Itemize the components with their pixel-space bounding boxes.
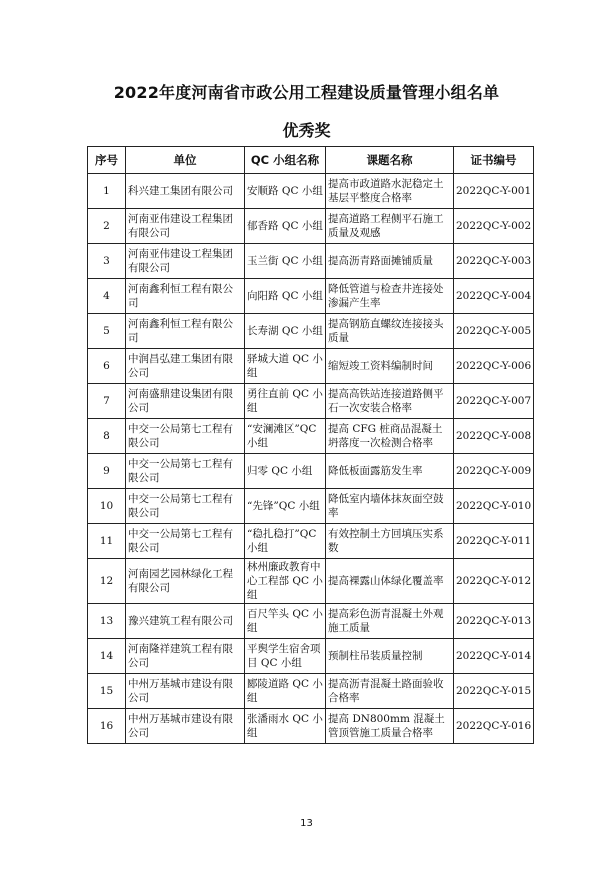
header-qc-group: QC 小组名称 xyxy=(245,147,326,174)
row-index: 11 xyxy=(88,524,126,559)
row-index: 3 xyxy=(88,244,126,279)
header-row xyxy=(88,147,534,174)
qc-group-cell: 郁香路 QC 小组 xyxy=(245,209,326,244)
row-index: 15 xyxy=(88,674,126,709)
table-row xyxy=(88,314,534,349)
table-row xyxy=(88,279,534,314)
certificate-cell: 2022QC-Y-015 xyxy=(454,674,534,709)
table-row xyxy=(88,674,534,709)
topic-cell: 提高 DN800mm 混凝土管顶管施工质量合格率 xyxy=(326,709,454,744)
certificate-cell: 2022QC-Y-010 xyxy=(454,489,534,524)
qc-group-cell: 平舆学生宿舍项目 QC 小组 xyxy=(245,639,326,674)
table-body xyxy=(88,174,534,744)
table-row xyxy=(88,559,534,604)
topic-cell: 降低室内墙体抹灰面空鼓率 xyxy=(326,489,454,524)
award-level-heading: 优秀奖 xyxy=(282,121,331,140)
table-row xyxy=(88,489,534,524)
qc-group-cell: 安顺路 QC 小组 xyxy=(245,174,326,209)
qc-group-cell: “安澜滩区”QC 小组 xyxy=(245,419,326,454)
qc-group-cell: 张潘雨水 QC 小组 xyxy=(245,709,326,744)
unit-cell: 豫兴建筑工程有限公司 xyxy=(126,604,245,639)
table-row xyxy=(88,349,534,384)
topic-cell: 提高高铁站连接道路侧平石一次安装合格率 xyxy=(326,384,454,419)
header-index: 序号 xyxy=(88,147,126,174)
certificate-cell: 2022QC-Y-004 xyxy=(454,279,534,314)
topic-cell: 提高市政道路水泥稳定土基层平整度合格率 xyxy=(326,174,454,209)
unit-cell: 中州万基城市建设有限公司 xyxy=(126,709,245,744)
certificate-cell: 2022QC-Y-016 xyxy=(454,709,534,744)
unit-cell: 河南鑫利恒工程有限公司 xyxy=(126,314,245,349)
qc-group-cell: 归零 QC 小组 xyxy=(245,454,326,489)
certificate-cell: 2022QC-Y-014 xyxy=(454,639,534,674)
certificate-cell: 2022QC-Y-002 xyxy=(454,209,534,244)
header-certificate: 证书编号 xyxy=(454,147,534,174)
table-row xyxy=(88,604,534,639)
table-row xyxy=(88,709,534,744)
unit-cell: 河南亚伟建设工程集团有限公司 xyxy=(126,244,245,279)
qc-group-cell: 玉兰街 QC 小组 xyxy=(245,244,326,279)
qc-group-cell: 勇往直前 QC 小组 xyxy=(245,384,326,419)
qc-group-cell: 百尺竿头 QC 小组 xyxy=(245,604,326,639)
row-index: 16 xyxy=(88,709,126,744)
certificate-cell: 2022QC-Y-009 xyxy=(454,454,534,489)
unit-cell: 河南盛鼎建设集团有限公司 xyxy=(126,384,245,419)
qc-group-cell: 林州廉政教育中心工程部 QC 小组 xyxy=(245,559,326,604)
row-index: 5 xyxy=(88,314,126,349)
row-index: 4 xyxy=(88,279,126,314)
table-row xyxy=(88,639,534,674)
qc-group-cell: 郾陵道路 QC 小组 xyxy=(245,674,326,709)
topic-cell: 预制柱吊装质量控制 xyxy=(326,639,454,674)
topic-cell: 有效控制土方回填压实系数 xyxy=(326,524,454,559)
qc-group-cell: 向阳路 QC 小组 xyxy=(245,279,326,314)
certificate-cell: 2022QC-Y-008 xyxy=(454,419,534,454)
unit-cell: 中交一公局第七工程有限公司 xyxy=(126,489,245,524)
unit-cell: 河南隆祥建筑工程有限公司 xyxy=(126,639,245,674)
certificate-cell: 2022QC-Y-013 xyxy=(454,604,534,639)
row-index: 13 xyxy=(88,604,126,639)
table-row xyxy=(88,454,534,489)
certificate-cell: 2022QC-Y-003 xyxy=(454,244,534,279)
topic-cell: 提高沥青路面摊铺质量 xyxy=(326,244,454,279)
page-number: 13 xyxy=(300,818,313,829)
certificate-cell: 2022QC-Y-007 xyxy=(454,384,534,419)
document-title: 2022年度河南省市政公用工程建设质量管理小组名单 xyxy=(113,83,500,102)
topic-cell: 降低管道与检查井连接处渗漏产生率 xyxy=(326,279,454,314)
certificate-cell: 2022QC-Y-012 xyxy=(454,559,534,604)
certificate-cell: 2022QC-Y-001 xyxy=(454,174,534,209)
table-row xyxy=(88,244,534,279)
row-index: 7 xyxy=(88,384,126,419)
unit-cell: 中润昌弘建工集团有限公司 xyxy=(126,349,245,384)
qc-group-cell: 长寿湖 QC 小组 xyxy=(245,314,326,349)
topic-cell: 提高 CFG 桩商品混凝土坍落度一次检测合格率 xyxy=(326,419,454,454)
certificate-cell: 2022QC-Y-011 xyxy=(454,524,534,559)
row-index: 10 xyxy=(88,489,126,524)
header-unit: 单位 xyxy=(126,147,245,174)
row-index: 2 xyxy=(88,209,126,244)
unit-cell: 科兴建工集团有限公司 xyxy=(126,174,245,209)
certificate-cell: 2022QC-Y-005 xyxy=(454,314,534,349)
unit-cell: 中州万基城市建设有限公司 xyxy=(126,674,245,709)
certificate-cell: 2022QC-Y-006 xyxy=(454,349,534,384)
table-row xyxy=(88,174,534,209)
topic-cell: 提高道路工程侧平石施工质量及观感 xyxy=(326,209,454,244)
qc-group-cell: “先锋”QC 小组 xyxy=(245,489,326,524)
table-row xyxy=(88,419,534,454)
topic-cell: 缩短竣工资料编制时间 xyxy=(326,349,454,384)
qc-group-cell: 驿城大道 QC 小组 xyxy=(245,349,326,384)
row-index: 6 xyxy=(88,349,126,384)
unit-cell: 河南鑫利恒工程有限公司 xyxy=(126,279,245,314)
row-index: 9 xyxy=(88,454,126,489)
unit-cell: 河南亚伟建设工程集团有限公司 xyxy=(126,209,245,244)
topic-cell: 提高钢筋直螺纹连接接头质量 xyxy=(326,314,454,349)
awards-table xyxy=(87,146,534,744)
table-header xyxy=(88,147,534,174)
table-row xyxy=(88,209,534,244)
topic-cell: 提高彩色沥青混凝土外观施工质量 xyxy=(326,604,454,639)
qc-group-cell: “稳扎稳打”QC 小组 xyxy=(245,524,326,559)
row-index: 14 xyxy=(88,639,126,674)
header-topic: 课题名称 xyxy=(326,147,454,174)
table-row xyxy=(88,384,534,419)
topic-cell: 提高裸露山体绿化覆盖率 xyxy=(326,559,454,604)
topic-cell: 提高沥青混凝土路面验收合格率 xyxy=(326,674,454,709)
row-index: 8 xyxy=(88,419,126,454)
unit-cell: 河南园艺园林绿化工程有限公司 xyxy=(126,559,245,604)
unit-cell: 中交一公局第七工程有限公司 xyxy=(126,524,245,559)
row-index: 1 xyxy=(88,174,126,209)
unit-cell: 中交一公局第七工程有限公司 xyxy=(126,419,245,454)
topic-cell: 降低板面露筋发生率 xyxy=(326,454,454,489)
row-index: 12 xyxy=(88,559,126,604)
unit-cell: 中交一公局第七工程有限公司 xyxy=(126,454,245,489)
table-row xyxy=(88,524,534,559)
